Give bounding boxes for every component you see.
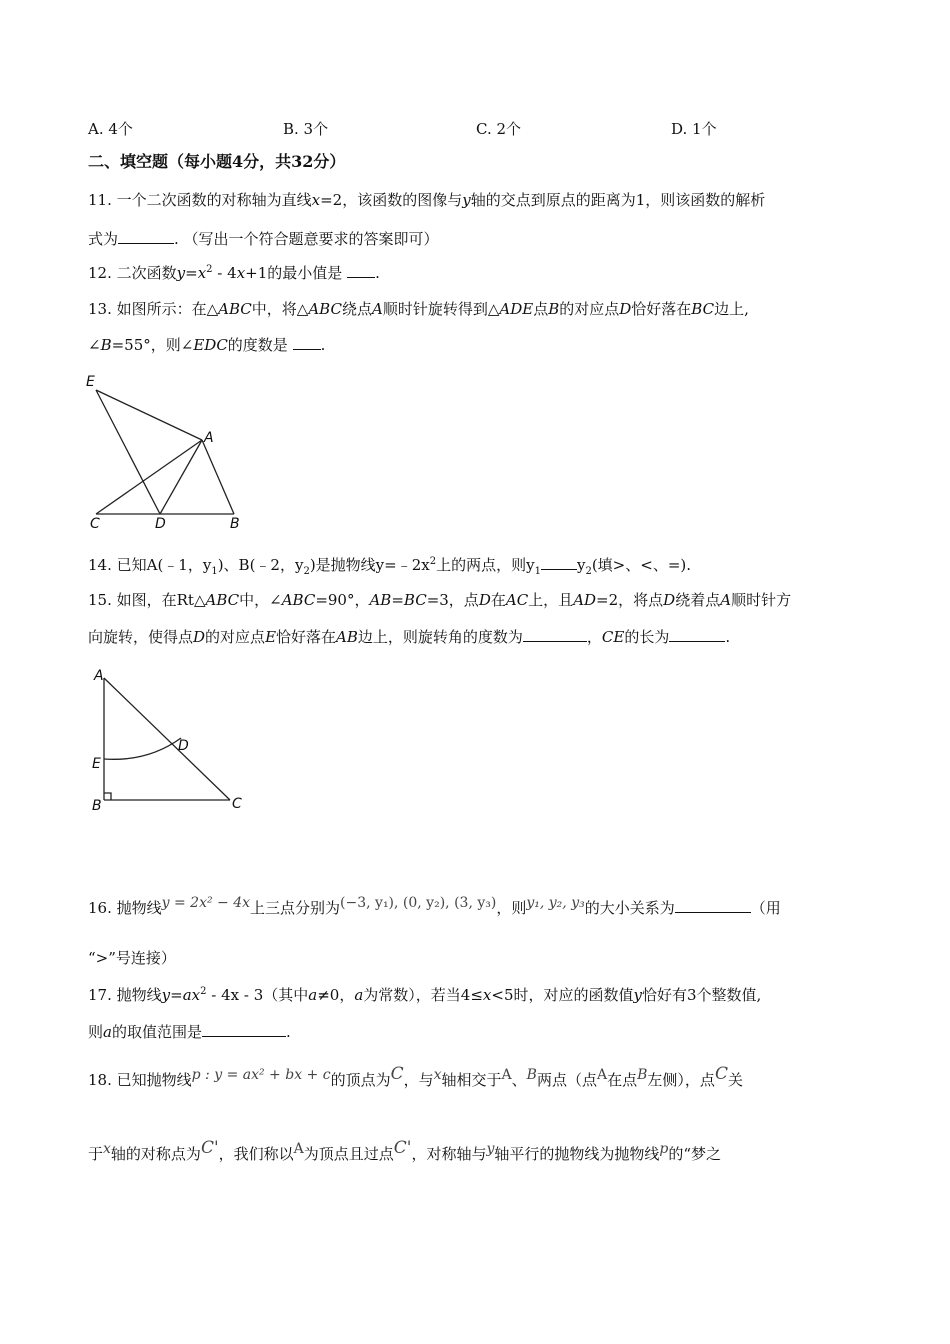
answer-blank bbox=[669, 627, 725, 642]
answer-blank bbox=[118, 229, 174, 244]
section-title: 二、填空题（每小题4分，共32分） bbox=[88, 152, 346, 171]
label-A: A bbox=[94, 668, 104, 684]
label-E: E bbox=[92, 756, 101, 772]
label-C: C bbox=[90, 516, 100, 532]
segment-EA bbox=[96, 390, 202, 440]
right-angle-mark bbox=[104, 793, 111, 800]
label-B: B bbox=[92, 798, 102, 814]
question-13-line-2: ∠B=55°，则∠EDC的度数是 . bbox=[88, 336, 326, 354]
question-17-line-1: 17. 抛物线$y=ax^2 - 4x - 3$（其中a≠0，a为常数），若当4≤x<5时，对应的函数值y恰好有3个整数值, bbox=[88, 986, 762, 1004]
question-13-line-1: 13. 如图所示：在△ABC中，将△ABC绕点A顺时针旋转得到△ADE点B的对应点D恰好落在BC边上, bbox=[88, 300, 749, 318]
option-b: B. 3个 bbox=[283, 120, 329, 138]
label-D: D bbox=[155, 516, 166, 532]
question-17-line-2: 则a的取值范围是 . bbox=[88, 1023, 291, 1041]
segment-AC bbox=[104, 678, 230, 800]
segment-ED bbox=[96, 390, 160, 514]
question-18-line-1: 18. 已知抛物线p : y = ax² + bx + c的顶点为C，与x轴相交于A、B两点（点A在点B左侧），点C关 bbox=[88, 1064, 743, 1089]
answer-blank bbox=[523, 627, 587, 642]
question-12: 12. 二次函数$y=x^2 - 4x+1$的最小值是 . bbox=[88, 264, 380, 282]
question-15-line-2: 向旋转，使得点D的对应点E恰好落在AB边上，则旋转角的度数为 ，CE的长为 . bbox=[88, 628, 731, 646]
label-D: D bbox=[178, 738, 189, 754]
figure-right-triangle-arc bbox=[86, 662, 256, 820]
question-11-line-1: 11. 一个二次函数的对称轴为直线x=2，该函数的图像与y轴的交点到原点的距离为1，则该函数的解析 bbox=[88, 191, 766, 209]
figure-triangle-rotation bbox=[84, 372, 254, 534]
question-16-line-1: 16. 抛物线y = 2x² − 4x上三点分别为(−3, y₁), (0, y₂), (3, y₃)，则y₁, y₂, y₃的大小关系为 （用 bbox=[88, 895, 781, 917]
answer-blank bbox=[293, 335, 321, 350]
label-A: A bbox=[204, 430, 214, 446]
question-18-line-2: 于x轴的对称点为C'，我们称以A为顶点且过点C'，对称轴与y轴平行的抛物线为抛物线p的“梦之 bbox=[88, 1138, 722, 1163]
question-15-line-1: 15. 如图，在Rt△ABC中，∠ABC=90°，AB=BC=3，点D在AC上，且AD=2，将点D绕着点A顺时针方 bbox=[88, 591, 792, 609]
answer-blank bbox=[347, 263, 375, 278]
option-d: D. 1个 bbox=[671, 120, 717, 138]
segment-AB bbox=[202, 440, 234, 514]
segment-CA bbox=[96, 440, 202, 514]
question-11-line-2: 式为 . （写出一个符合题意要求的答案即可） bbox=[88, 230, 439, 248]
label-C: C bbox=[232, 796, 242, 812]
question-16-line-2: “>”号连接） bbox=[88, 949, 176, 967]
question-14: 14. 已知A(﹣1，$y_1$)、B(﹣2，$y_2$)是抛物线$y=﹣2x^2$上的两点，则$y_1$ $y_2$(填>、<、=). bbox=[88, 556, 692, 577]
segment-DA bbox=[160, 440, 202, 514]
answer-blank bbox=[675, 898, 751, 913]
option-c: C. 2个 bbox=[476, 120, 522, 138]
answer-blank bbox=[541, 555, 577, 570]
answer-blank bbox=[202, 1022, 286, 1037]
label-B: B bbox=[230, 516, 240, 532]
option-a: A. 4个 bbox=[88, 120, 133, 138]
label-E: E bbox=[86, 374, 95, 390]
